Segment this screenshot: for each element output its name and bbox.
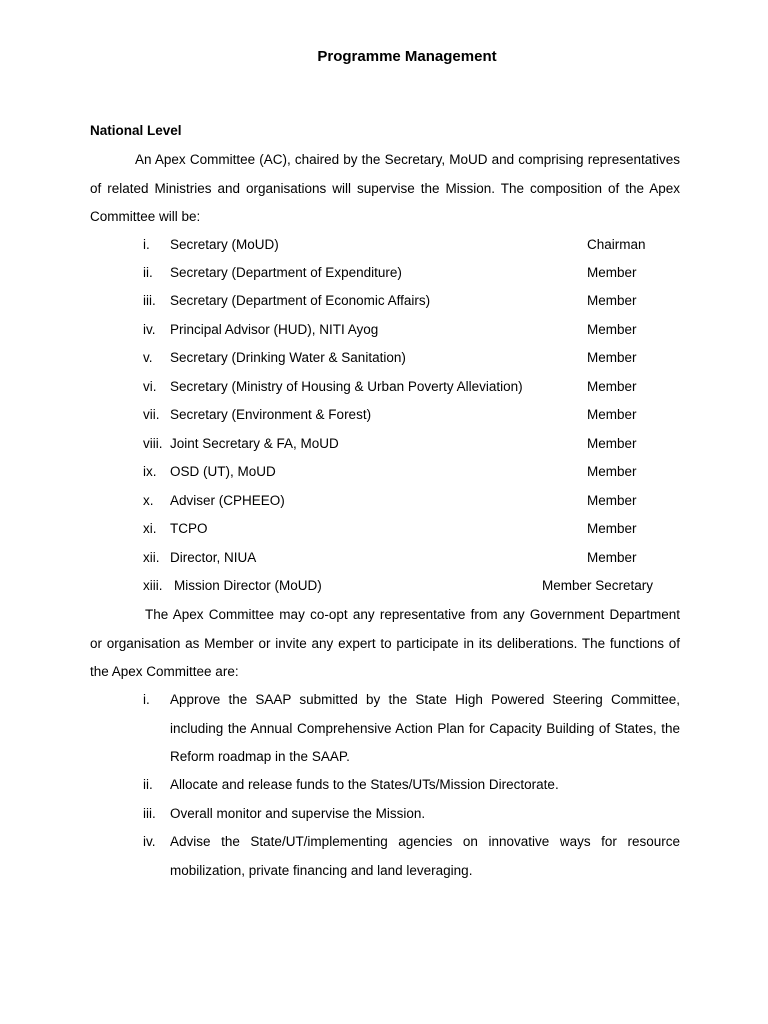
- member-number: v.: [143, 350, 153, 365]
- member-name: Secretary (Drinking Water & Sanitation): [170, 350, 406, 365]
- member-row: [0, 493, 768, 513]
- member-name: Secretary (Environment & Forest): [170, 407, 372, 422]
- member-number: vi.: [143, 379, 157, 394]
- member-row: [0, 265, 768, 285]
- member-role: Member: [587, 379, 637, 394]
- member-row: [0, 407, 768, 427]
- member-number: i.: [143, 237, 150, 252]
- function-number: iii.: [143, 806, 156, 821]
- member-number: xii.: [143, 550, 160, 565]
- member-name: Secretary (Department of Expenditure): [170, 265, 402, 280]
- member-number: iv.: [143, 322, 156, 337]
- member-name: Secretary (Department of Economic Affairs): [170, 293, 431, 308]
- member-name: Principal Advisor (HUD), NITI Ayog: [170, 322, 379, 337]
- function-number: i.: [143, 692, 150, 707]
- member-name: TCPO: [170, 521, 208, 536]
- member-row: [0, 350, 768, 370]
- member-role: Member: [587, 521, 637, 536]
- function-number: iv.: [143, 834, 156, 849]
- member-number: ix.: [143, 464, 157, 479]
- member-number: viii.: [143, 436, 163, 451]
- member-role: Member: [587, 407, 637, 422]
- member-row: [0, 293, 768, 313]
- function-number: ii.: [143, 777, 153, 792]
- function-text: Advise the State/UT/implementing agencies on innovative ways for resource mobilization, private financing and land leveraging.: [170, 834, 680, 878]
- member-row: [0, 464, 768, 484]
- member-number: x.: [143, 493, 154, 508]
- member-role: Member: [587, 493, 637, 508]
- member-name: Joint Secretary & FA, MoUD: [170, 436, 339, 451]
- member-role: Member: [587, 464, 637, 479]
- member-row: [0, 237, 768, 257]
- member-role: Member: [587, 436, 637, 451]
- function-text: Overall monitor and supervise the Mission.: [170, 806, 426, 821]
- member-row: [0, 379, 768, 399]
- page-title: Programme Management: [317, 48, 497, 65]
- member-role: Member: [587, 293, 637, 308]
- member-number: vii.: [143, 407, 160, 422]
- member-number: ii.: [143, 265, 153, 280]
- member-row: [0, 521, 768, 541]
- member-name: OSD (UT), MoUD: [170, 464, 276, 479]
- member-name: Adviser (CPHEEO): [170, 493, 285, 508]
- member-name: Secretary (MoUD): [170, 237, 279, 252]
- function-text: Approve the SAAP submitted by the State High Powered Steering Committee, including the Annual Comprehensive Action Plan for Capacity Building of States, the Reform roadmap in the SAAP.: [170, 692, 680, 764]
- member-number: xi.: [143, 521, 157, 536]
- functions-paragraph: The Apex Committee may co-opt any representative from any Government Department or organisation as Member or invite any expert to participate in its deliberations. The functions of the Apex Committee are:: [90, 607, 680, 679]
- member-name: Mission Director (MoUD): [174, 578, 322, 593]
- member-row: [0, 550, 768, 570]
- intro-paragraph: An Apex Committee (AC), chaired by the Secretary, MoUD and comprising representatives of related Ministries and organisations will supervise the Mission. The composition of the Apex Committee will be:: [90, 152, 680, 224]
- member-role: Member Secretary: [542, 578, 654, 593]
- member-role: Chairman: [587, 237, 646, 252]
- member-name: Director, NIUA: [170, 550, 257, 565]
- member-row: [0, 578, 768, 598]
- member-role: Member: [587, 550, 637, 565]
- member-number: xiii.: [143, 578, 163, 593]
- member-row: [0, 436, 768, 456]
- member-number: iii.: [143, 293, 156, 308]
- member-name: Secretary (Ministry of Housing & Urban Poverty Alleviation): [170, 379, 523, 394]
- member-role: Member: [587, 350, 637, 365]
- section-heading: National Level: [90, 123, 182, 138]
- member-row: [0, 322, 768, 342]
- member-role: Member: [587, 322, 637, 337]
- member-role: Member: [587, 265, 637, 280]
- function-text: Allocate and release funds to the States/UTs/Mission Directorate.: [170, 777, 559, 792]
